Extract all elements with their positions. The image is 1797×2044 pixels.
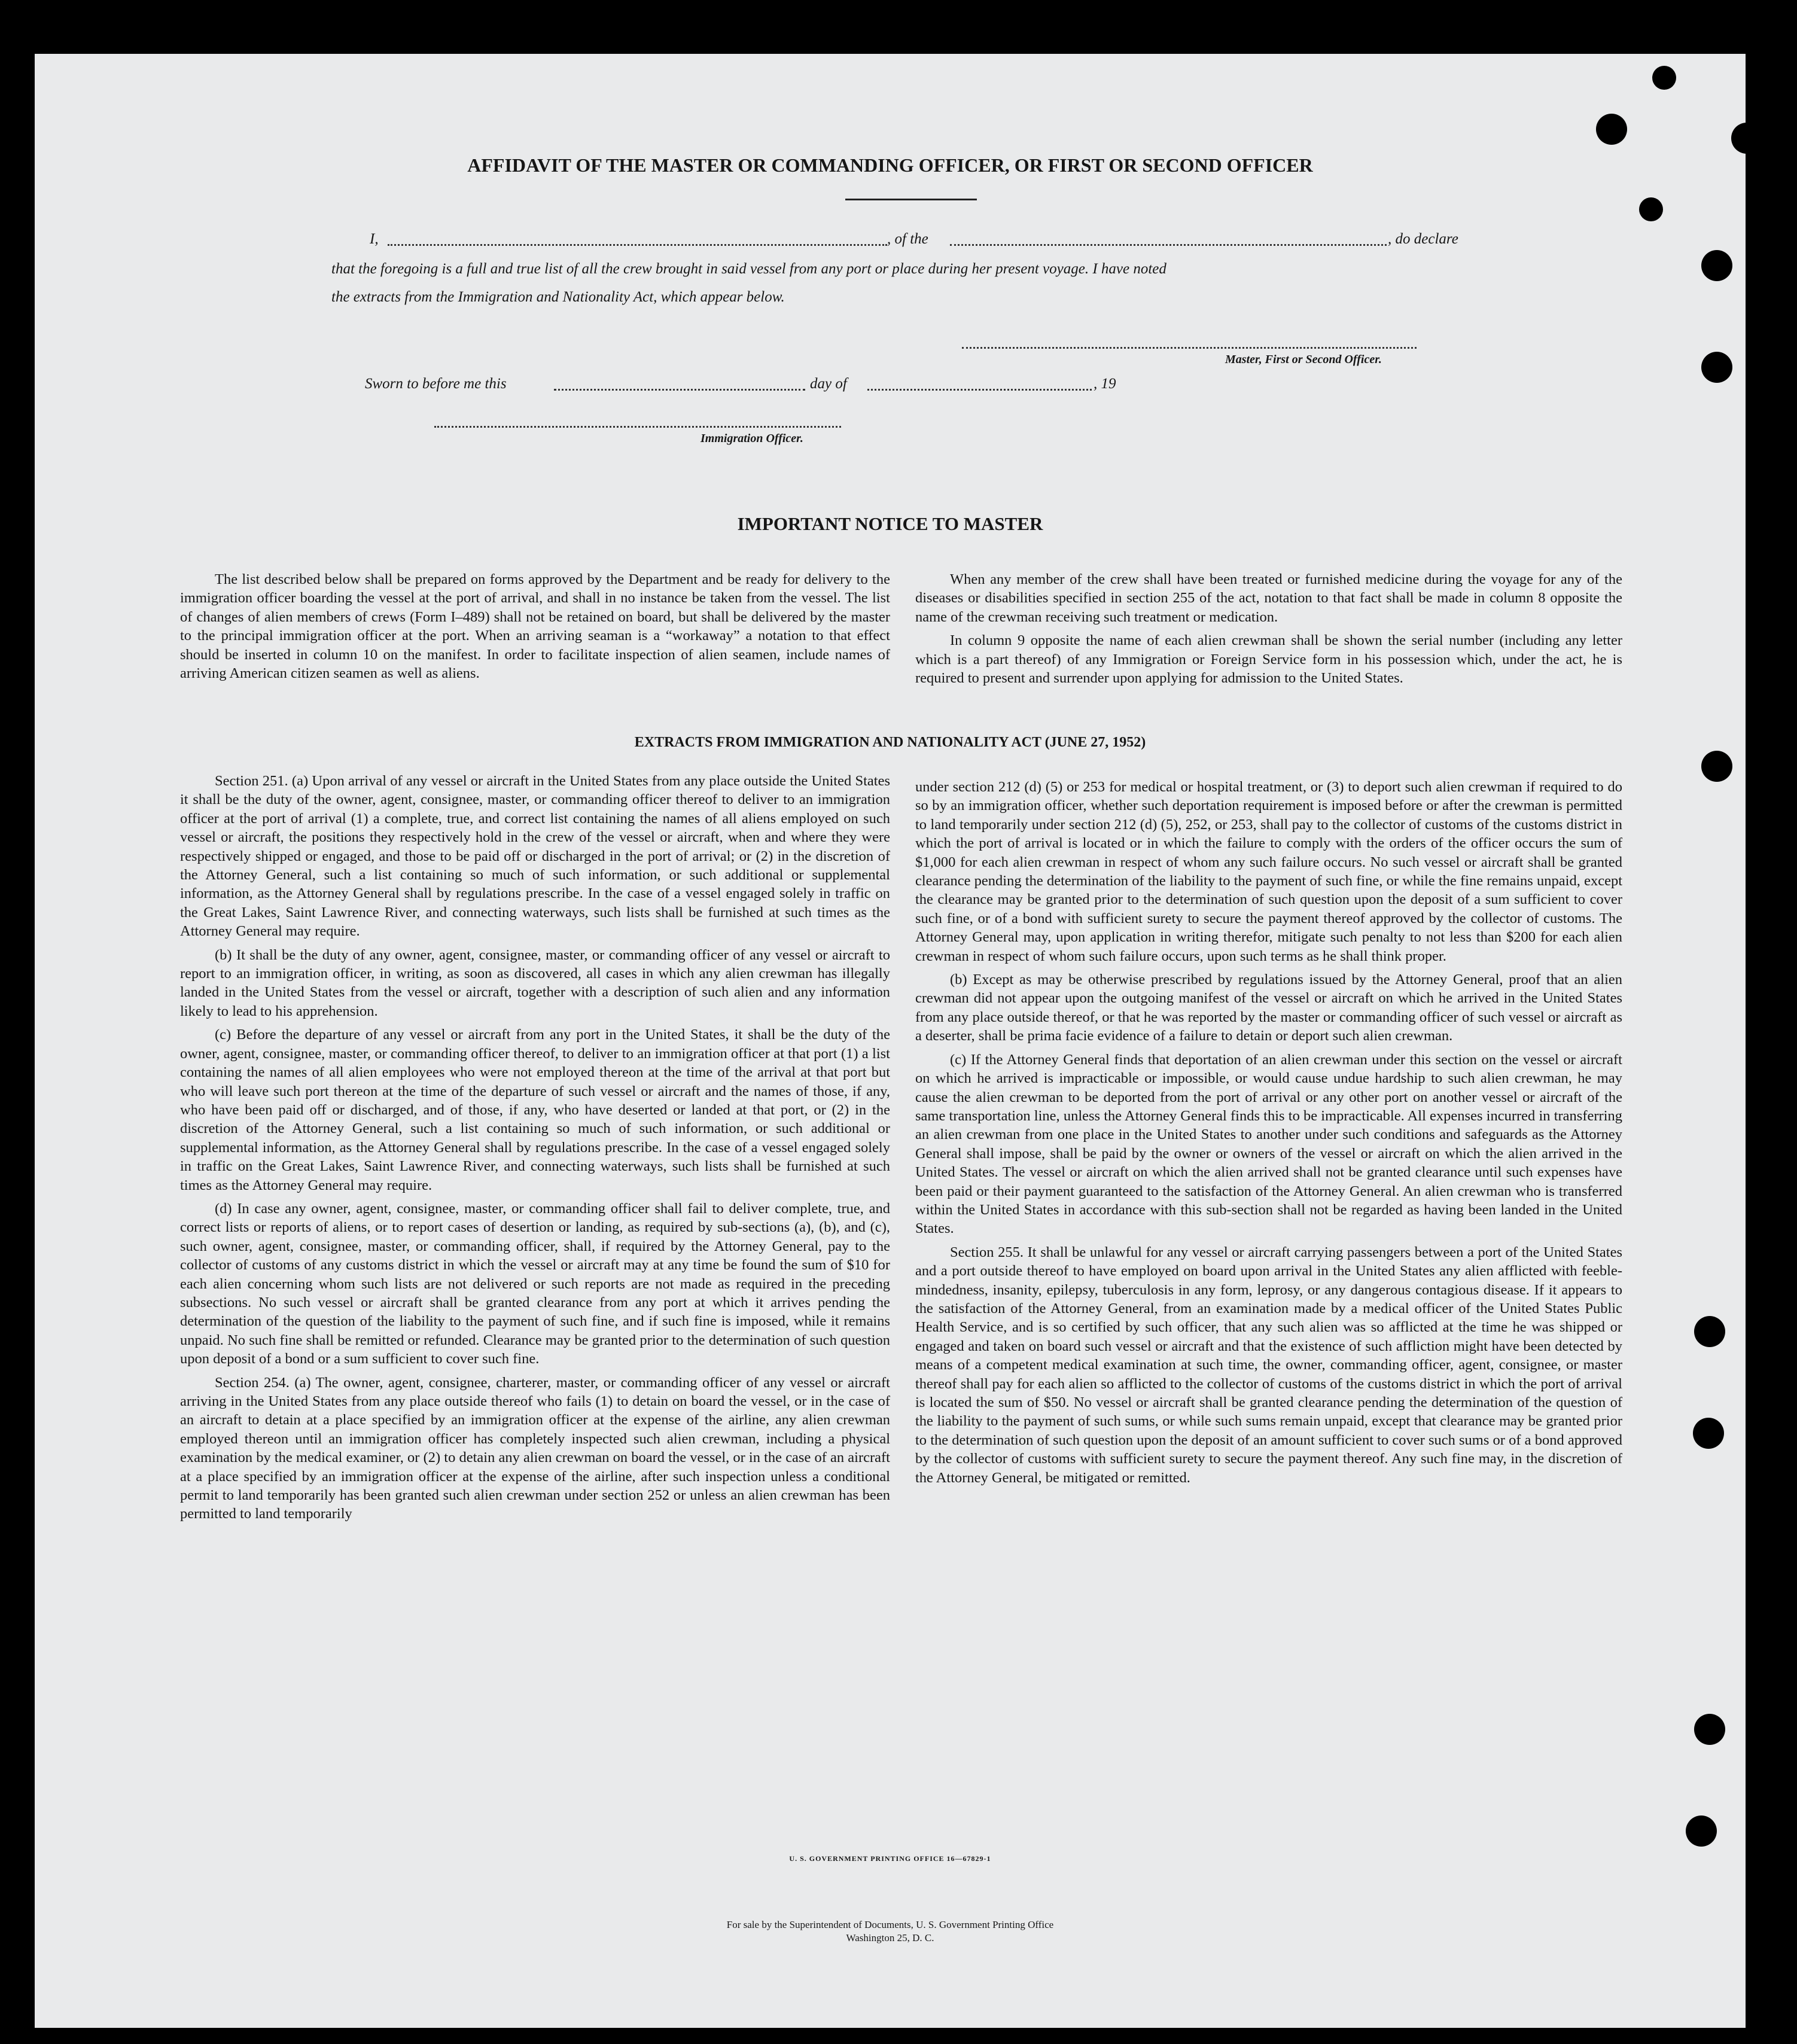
- notice-right-paragraph-1: When any member of the crew shall have been treated or furnished medicine during the voyage for any of the diseases or disabilities specified in section 255 of the act, notation to that fact shall be made in column 8 opposite the name of the crewman receiving such treatment or medication.: [915, 571, 1622, 625]
- extracts-right-paragraph: under section 212 (d) (5) or 253 for medical or hospital treatment, or (3) to deport such alien crewman if required to do so by an immigration officer, whether such deportation requirement is imposed before or after the crewman is permitted to land temporarily under section 212 (d) (5), 252, or 253, shall pay to the collector of customs of the customs district in which the port of arrival is located or in which the failure to comply with the orders of the officer occurs the sum of $1,000 for each alien crewman in respect of whom any such failure occurs. No such vessel or aircraft shall be granted clearance pending the determination of the liability to the payment of such fine, or while the fine remains unpaid, except the clearance may be granted prior to the determination of such question upon the deposit of a sum sufficient to cover such fine, or of a bond with sufficient surety to secure the payment thereof approved by the collector of customs. The Attorney General may, upon application in writing therefor, mitigate such penalty to not less than $200 for each alien crewman in respect of whom such failure occurs, upon such terms as he shall think proper.: [915, 779, 1622, 964]
- vessel-field[interactable]: [950, 244, 1387, 246]
- notice-right-column: [915, 570, 1622, 692]
- binder-hole: [1701, 352, 1732, 383]
- of-the-label: , of the: [887, 231, 928, 247]
- binder-hole: [1652, 66, 1676, 90]
- extracts-right-column: [915, 778, 1622, 1492]
- form-sheet: [35, 54, 1746, 2028]
- i-label: I,: [370, 231, 379, 247]
- day-of-label: day of: [810, 376, 847, 392]
- extracts-left-paragraph: Section 254. (a) The owner, agent, consignee, charterer, master, or commanding officer of any vessel or aircraft arriving in the United States from any place outside thereof who fails (1) to detain on board the vessel, or in the case of an aircraft to detain at a place specified by an immigration officer at the expense of the airline, any alien crewman employed thereon until an immigration officer has completely inspected such alien crewman, including a physical examination by the medical examiner, or (2) to detain any alien crewman on board the vessel, or in the case of an aircraft at a place specified by an immigration officer at the expense of the airline, after such inspection unless a conditional permit to land temporarily has been granted such alien crewman under section 252 or unless an alien crewman has been permitted to land temporarily: [180, 1374, 890, 1522]
- declaration-line-1: that the foregoing is a full and true list of all the crew brought in said vessel from any port or place during her present voyage. I have noted: [331, 261, 1166, 277]
- binder-hole: [1694, 1714, 1725, 1745]
- binder-hole: [1731, 123, 1762, 154]
- notice-title: IMPORTANT NOTICE TO MASTER: [737, 513, 1043, 534]
- binder-hole: [1596, 114, 1627, 145]
- binder-hole: [1694, 1316, 1725, 1347]
- name-field[interactable]: [388, 244, 887, 246]
- master-signature-line[interactable]: [962, 347, 1417, 349]
- binder-hole: [1639, 197, 1663, 221]
- binder-hole: [1701, 751, 1732, 782]
- sworn-label: Sworn to before me this: [365, 376, 507, 392]
- notice-left-paragraph: The list described below shall be prepared on forms approved by the Department and be ready for delivery to the immigration officer boarding the vessel at the port of arrival, and shall in no instance be taken from the vessel. The list of changes of alien members of crews (Form I–489) shall not be retained on board, but shall be delivered by the master to the principal immigration officer at the port. When an arriving seaman is a “workaway” a notation to that effect should be inserted in column 10 on the manifest. In order to facilitate inspection of alien seamen, include names of arriving American citizen seamen as well as aliens.: [180, 571, 890, 682]
- sale-line-2: Washington 25, D. C.: [846, 1932, 934, 1944]
- extracts-title: EXTRACTS FROM IMMIGRATION AND NATIONALITY ACT (JUNE 27, 1952): [634, 735, 1146, 750]
- extracts-right-paragraph: (b) Except as may be otherwise prescribed by regulations issued by the Attorney General, proof that an alien crewman did not appear upon the outgoing manifest of the vessel or aircraft on which he arrived in the United States from any place outside thereof, or that he was reported by the master or commanding officer of such vessel or aircraft as a deserter, shall be prima facie evidence of a failure to detain or deport such alien crewman.: [915, 971, 1622, 1044]
- affidavit-title: AFFIDAVIT OF THE MASTER OR COMMANDING OFFICER, OR FIRST OR SECOND OFFICER: [467, 154, 1313, 176]
- binder-hole: [1693, 1418, 1724, 1449]
- extracts-left-paragraph: Section 251. (a) Upon arrival of any vessel or aircraft in the United States from any place outside the United States it shall be the duty of the owner, agent, consignee, master, or commanding officer thereof to deliver to an immigration officer at the port of arrival (1) a complete, true, and correct list containing the names of all aliens employed on such vessel or aircraft, the positions they respectively hold in the crew of the vessel or aircraft, when and where they were respectively shipped or engaged, and those to be paid off or discharged in the port of arrival; or (2) in the discretion of the Attorney General, such a list containing so much of such information, or such additional or supplemental information, as the Attorney General shall by regulations prescribe. In the case of a vessel engaged solely in traffic on the Great Lakes, Saint Lawrence River, and connecting waterways, such lists shall be furnished at such times as the Attorney General may require.: [180, 773, 890, 940]
- sale-line-1: For sale by the Superintendent of Documents, U. S. Government Printing Office: [726, 1919, 1054, 1930]
- year-label: , 19: [1094, 376, 1116, 392]
- do-declare-label: , do declare: [1388, 231, 1458, 247]
- extracts-left-paragraph: (b) It shall be the duty of any owner, agent, consignee, master, or commanding officer of any vessel or aircraft to report to an immigration officer, in writing, as soon as discovered, all cases in which any alien crewman has illegally landed in the United States from the vessel or aircraft, together with a description of such alien and any information likely to lead to his apprehension.: [180, 946, 890, 1019]
- sworn-month-field[interactable]: [867, 389, 1092, 391]
- sworn-day-field[interactable]: [554, 389, 805, 391]
- binder-hole: [1686, 1815, 1717, 1847]
- master-signature-label: Master, First or Second Officer.: [1225, 353, 1382, 366]
- notice-left-column: [180, 570, 890, 687]
- extracts-right-paragraph: Section 255. It shall be unlawful for any vessel or aircraft carrying passengers between a port of the United States and a port outside thereof to have employed on board upon arrival in the United States any alien afflicted with feeble-mindedness, insanity, epilepsy, tuberculosis in any form, leprosy, or any dangerous contagious disease. If it appears to the satisfaction of the Attorney General, from an examination made by a medical officer of the United States Public Health Service, and is so certified by such officer, that any such alien was so afflicted at the time he was shipped or engaged and taken on board such vessel or aircraft and that the existence of such affliction might have been detected by means of a competent medical examination at such time, the owner, commanding officer, agent, consignee, or master thereof shall pay for each alien so afflicted to the collector of customs of the customs district in which the port of arrival is located the sum of $50. No vessel or aircraft shall be granted clearance pending the determination of the question of the liability to the payment of such sums, or while such sums remain unpaid, except that clearance may be granted prior to the determination of such question upon the deposit of an amount sufficient to cover such sums or of a bond approved by the collector of customs with sufficient surety to secure the payment thereof. Any such fine may, in the discretion of the Attorney General, be mitigated or remitted.: [915, 1244, 1622, 1486]
- officer-signature-label: Immigration Officer.: [700, 432, 803, 445]
- extracts-left-paragraph: (d) In case any owner, agent, consignee, master, or commanding officer shall fail to deliver complete, true, and correct lists or reports of aliens, or to report cases of desertion or landing, as required by sub-sections (a), (b), and (c), such owner, agent, consignee, master, or commanding officer, shall, if required by the Attorney General, pay to the collector of customs of any customs district in which the vessel or aircraft may at any time be found the sum of $10 for each alien concerning whom such lists are not delivered or such reports are not made as required in the preceding subsections. No such vessel or aircraft shall be granted clearance from any port at which it arrives pending the determination of the question of the liability to the payment of such fine, and if such fine is imposed, while it remains unpaid. No such fine shall be remitted or refunded. Clearance may be granted prior to the determination of such question upon deposit of a bond or a sum sufficient to cover such fine.: [180, 1200, 890, 1367]
- binder-hole: [1701, 250, 1732, 281]
- officer-signature-line[interactable]: [434, 426, 841, 428]
- notice-right-paragraph-2: In column 9 opposite the name of each alien crewman shall be shown the serial number (including any letter which is a part thereof) of any Immigration or Foreign Service form in his possession which, under the act, he is required to present and surrender upon applying for admission to the United States.: [915, 632, 1622, 687]
- title-underline: [845, 199, 977, 200]
- extracts-left-column: [180, 772, 890, 1528]
- extracts-right-paragraph: (c) If the Attorney General finds that deportation of an alien crewman under this section on the vessel or aircraft on which he arrived is impracticable or impossible, or would cause undue hardship to such alien crewman, he may cause the alien crewman to be deported from the port of arrival or any other port on another vessel or aircraft of the same transportation line, unless the Attorney General finds this to be impracticable. All expenses incurred in transferring an alien crewman from one place in the United States to another under such conditions and safeguards as the Attorney General shall impose, shall be paid by the owner or owners of the vessel or aircraft on which the alien arrived in the United States. The vessel or aircraft on which the alien arrived shall not be granted clearance until such expenses have been paid or their payment guaranteed to the satisfaction of the Attorney General. An alien crewman who is transferred within the United States in accordance with this sub-section shall not be regarded as having been landed in the United States.: [915, 1051, 1622, 1237]
- declaration-line-2: the extracts from the Immigration and Nationality Act, which appear below.: [331, 289, 785, 305]
- extracts-left-paragraph: (c) Before the departure of any vessel or aircraft from any port in the United States, it shall be the duty of the owner, agent, consignee, master, or commanding officer thereof, to deliver to an immigration officer at that port (1) a list containing the names of all alien employees who were not employed thereon at the time of the arrival at that port but who will leave such port thereon at the time of the departure of such vessel or aircraft and the names of those, if any, who have been paid off or discharged, and of those, if any, who have deserted or landed at that port, or (2) in the discretion of the Attorney General, such a list containing so much of such information, or such additional or supplemental information, as the Attorney General shall by regulations prescribe. In the case of a vessel engaged solely in traffic on the Great Lakes, Saint Lawrence River, and connecting waterways, such lists shall be furnished at such times as the Attorney General may require.: [180, 1026, 890, 1193]
- printer-code: U. S. GOVERNMENT PRINTING OFFICE 16—67829-1: [789, 1854, 991, 1863]
